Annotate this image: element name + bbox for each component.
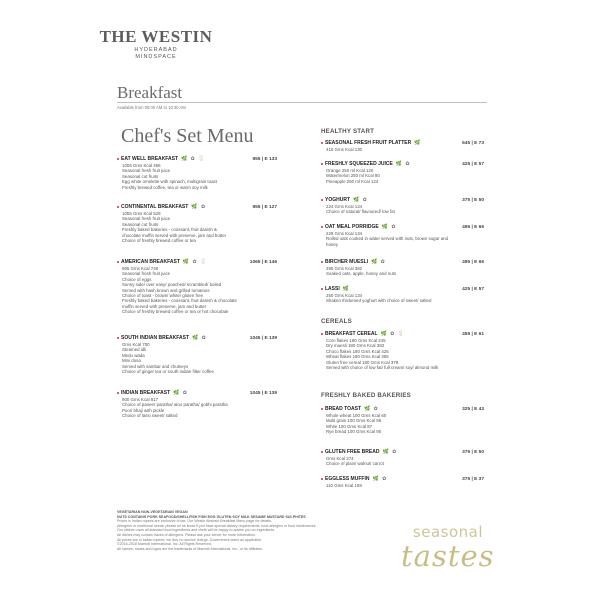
item-price: 955 | E 133 [252,157,277,162]
item-detail: Wheat flakes 180 Gms Kcal 356 [326,354,389,360]
item-detail: Rolled oats cooked in water served with nuts, brown sugar and [326,236,449,242]
footnote: All dishes may contain traces of allergens. Please ask your server for more information. [117,532,256,537]
item-detail: chocolate muffin served with preserve, jam and butter [122,232,227,238]
item-price: 375 | E 50 [462,450,484,455]
item-name: OAT MEAL PORRIDGE [325,224,379,230]
item-name: INDIAN BREAKFAST [121,390,171,396]
item-price: 1045 | E 139 [249,336,277,341]
dietary-icons: 🌿 ✿ [364,406,379,412]
item-detail: 224 Gms Kcal 134 [326,204,363,209]
menu-item [117,204,277,243]
item-detail: Choice of freshly brewed coffee or tea or hot chocolate [122,309,229,315]
allergen-legend [117,510,317,551]
item-detail: 110 Gms Kcal 159 [326,483,362,488]
menu-item [321,259,484,277]
item-detail: Multi grain 100 Gms Kcal 95 [326,418,382,424]
dietary-icons: 🌿 ✿ [191,204,207,210]
dietary-icons: 🌿 ✿ 🥛 [181,156,206,162]
menu-item [321,449,484,467]
logo-tastes-text: tastes [401,539,495,573]
item-name: GLUTEN FREE BREAD [325,449,380,455]
footnote: Prices in Indian rupees are exclusive of tax. Our Westin Abstract Breakfast Menu page for details. [117,519,272,524]
item-price: 375 | E 50 [462,198,484,203]
item-detail: 295 Gms Kcal 382 [326,266,363,271]
item-detail: Served with choice of low fat/ full cream/ soy/ almond milk [326,365,439,371]
item-detail: Pineapple 250 ml Kcal 124 [326,178,379,184]
veg-indicator-icon [117,158,119,160]
section-title-bakeries: FRESHLY BAKED BAKERIES [321,392,412,399]
item-price: 495 | E 66 [462,260,484,265]
item-detail: Gms Kcal 274 [326,456,354,461]
diet-legend: VEGETARIAN NON-VEGETARIAN VEGAN [117,510,188,514]
item-detail: Choice of eggs [122,276,152,282]
dietary-icons: 🌿 ✿ [382,449,398,455]
item-detail: 965 Gms Kcal 748 [122,266,159,271]
veg-indicator-icon [321,478,323,480]
item-detail: Choice of lassi sweet/ salted [122,413,178,419]
item-detail: 1006 Gms Kcal 496 [122,163,161,168]
item-price: 645 | E 73 [462,141,484,146]
item-name: FRESHLY SQUEEZED JUICE [325,161,393,167]
item-detail: 1055 Gms Kcal 528 [122,211,161,216]
menu-item [321,331,484,370]
item-name: BIRCHER MUESLI [325,259,369,265]
item-detail: 229 Gms Kcal 134 [326,231,363,236]
hotel-brand [0,27,312,61]
veg-indicator-icon [321,408,323,410]
brand-name: THE WESTIN [99,27,213,46]
menu-item [321,224,484,247]
item-detail: Orange 250 ml Kcal 120 [326,168,374,173]
veg-indicator-icon [321,333,323,335]
dietary-icons: 🌿 ✿ [395,161,411,167]
item-detail: Choice of plain/ walnut/ carrot [326,461,384,467]
menu-item [117,335,277,374]
item-detail: Poori bhaji with pickle [122,407,165,413]
item-detail: White 100 Gms Kcal 87 [326,423,373,429]
item-name: YOGHURT [325,197,350,203]
allergen-icons-legend: NUTS CONTAINS PORK SEAFOOD/SHELLFISH FISH EGG GLUTEN SOY MILK SESAME MUSTARD SULPHITES [117,514,306,519]
veg-indicator-icon [117,392,119,394]
item-name: AMERICAN BREAKFAST [121,259,180,265]
section-title-cereals: CEREALS [321,318,352,325]
item-detail: muffin served with preserve, jam and butter [122,303,207,309]
brand-location: MINDSPACE [135,54,177,60]
dietary-icons: 🌿 ✿ [192,335,207,341]
dietary-icons: 🌿 [414,140,422,146]
item-detail: Served with hash brown and grilled tomatoes [122,287,210,293]
item-price: 325 | E 43 [462,407,484,412]
item-price: 375 | E 37 [462,477,484,482]
item-price: 425 | E 57 [462,287,484,292]
item-detail: Mini dosa [122,358,141,364]
dietary-icons: 🌿 ✿ [381,224,397,230]
item-detail: Seasonal fresh fruit juice [122,271,171,277]
dietary-icons: 🌿 ✿ [371,259,386,265]
item-price: 955 | E 127 [252,205,277,210]
menu-item [321,197,484,215]
item-detail: Choice of ginger tea or south indian filter coffee [122,369,214,375]
item-price: 1065 | E 146 [249,260,277,265]
page-title: Breakfast [117,83,183,102]
set-menu-title: Chef's Set Menu [121,125,254,147]
item-detail: honey [326,241,338,247]
title-divider [117,102,487,103]
item-name: EGGLESS MUFFIN [325,476,370,482]
item-price: 1045 | E 139 [249,391,277,396]
veg-indicator-icon [321,288,323,290]
logo-seasonal-text: seasonal [412,523,483,541]
item-detail: Rye bread 100 Gms Kcal 90 [326,429,382,435]
item-detail: 900 Gms Kcal 817 [122,397,159,402]
item-detail: Freshly baked bakeries - croissant, fruit danish & chocolate [122,298,237,304]
menu-item [321,161,484,184]
item-price: 455 | E 61 [462,332,484,337]
menu-item [117,390,277,419]
veg-indicator-icon [321,451,323,453]
footnote: All prices are in Indian rupees; we levy no service charge. Government taxes as applicable. [117,537,263,542]
footnote: All names, marks and logos are the trademarks of Marriott International, Inc., or its affiliates. [117,546,263,551]
item-detail: Gluten free cereal 180 Gms Kcal 378 [326,359,399,365]
item-detail: Seasonal cut fruits [122,173,159,179]
item-detail: Served with sambar and chutneys [122,363,189,369]
menu-item [117,259,277,315]
dietary-icons: 🌿 ✿ [353,197,368,203]
item-detail: Whole wheat 100 Gms Kcal 60 [326,413,387,418]
item-detail: Gms Kcal 700 [122,342,150,347]
item-detail: Shaken thickened yoghurt with choice of sweet/ salted [326,298,432,304]
item-name: EAT WELL BREAKFAST [121,156,179,162]
item-detail: Choco flakes 180 Gms Kcal 425 [326,348,389,354]
footnote: Our kitchen uses all standard food ingredients and chefs will be happy to advise you on ingredients. [117,528,276,533]
brand-city: HYDERABAD [134,47,178,53]
veg-indicator-icon [321,261,323,263]
veg-indicator-icon [117,261,119,263]
item-detail: Soaked oats, apple, honey and nuts [326,271,397,277]
veg-indicator-icon [321,163,323,165]
menu-item [321,476,484,488]
item-detail: Choice of toast - brown/ white/ gluten free [122,293,204,299]
item-detail: Seasonal cut fruits [122,221,159,227]
item-name: SOUTH INDIAN BREAKFAST [121,335,190,341]
item-detail: 416 Gms Kcal 130 [326,147,363,152]
item-price: 495 | E 66 [462,225,484,230]
availability-note: Available from 06:00 AM to 10:30 AM [117,105,186,110]
dietary-icons: 🌿 ✿ 🥛 [380,331,405,337]
footnote: Allergens or nutritional needs: please let us know if you have special dietary requirements, food allergies or food intolerances. [117,523,317,528]
dietary-icons: 🌿 [342,286,350,292]
dietary-icons: 🌿 ✿ [372,476,388,482]
item-price: 425 | E 57 [462,162,484,167]
item-name: CONTINENTAL BREAKFAST [121,204,189,210]
veg-indicator-icon [321,199,323,201]
veg-indicator-icon [117,337,119,339]
item-name: BREAD TOAST [325,406,362,412]
seasonal-tastes-logo [395,523,495,583]
item-detail: Egg white omelette with spinach, multigrain toast [122,179,217,185]
item-detail: Choice of freshly brewed coffee or tea [122,238,196,244]
dietary-icons: 🌿 ✿ [173,390,188,396]
menu-item [321,406,484,435]
item-detail: Steamed idli [122,347,147,353]
veg-indicator-icon [117,206,119,208]
footnote: ©2016-2018 Marriott International, Inc. All Rights Reserved. [117,542,212,547]
item-name: BREAKFAST CEREAL [325,331,378,337]
item-detail: Choice of natural/ flavoured/ low fat [326,209,395,215]
item-name: LASSI [325,286,340,292]
item-detail: Sunny side/ over easy/ poached/ scrambled/ boiled [122,282,222,288]
menu-item [321,286,484,304]
item-detail: Corn flakes 180 Gms Kcal 245 [326,338,386,343]
item-detail: Medu wada [122,352,145,358]
item-detail: Freshly brewed coffee, tea or warm soy milk [122,184,208,190]
section-title-healthy-start: HEALTHY START [321,128,375,135]
dietary-icons: 🌿 ✿ 🥛 [182,259,208,265]
item-detail: Choice of paneer paratha/ aloo paratha/ gobhi paratha [122,402,228,408]
item-detail: Seasonal fresh fruit juice [122,168,171,174]
item-detail: Seasonal fresh fruit juice [122,216,171,222]
menu-item [117,156,277,190]
veg-indicator-icon [321,142,323,144]
item-detail: 250 Gms Kcal 134 [326,293,363,298]
veg-indicator-icon [321,226,323,228]
item-detail: Dry muesli 180 Gms Kcal 383 [326,343,385,349]
menu-item [321,140,484,152]
item-detail: Freshly baked bakeries - croissant, fruit danish & [122,227,217,233]
item-name: SEASONAL FRESH FRUIT PLATTER [325,140,412,146]
item-detail: Watermelon 250 ml Kcal 80 [326,173,380,179]
